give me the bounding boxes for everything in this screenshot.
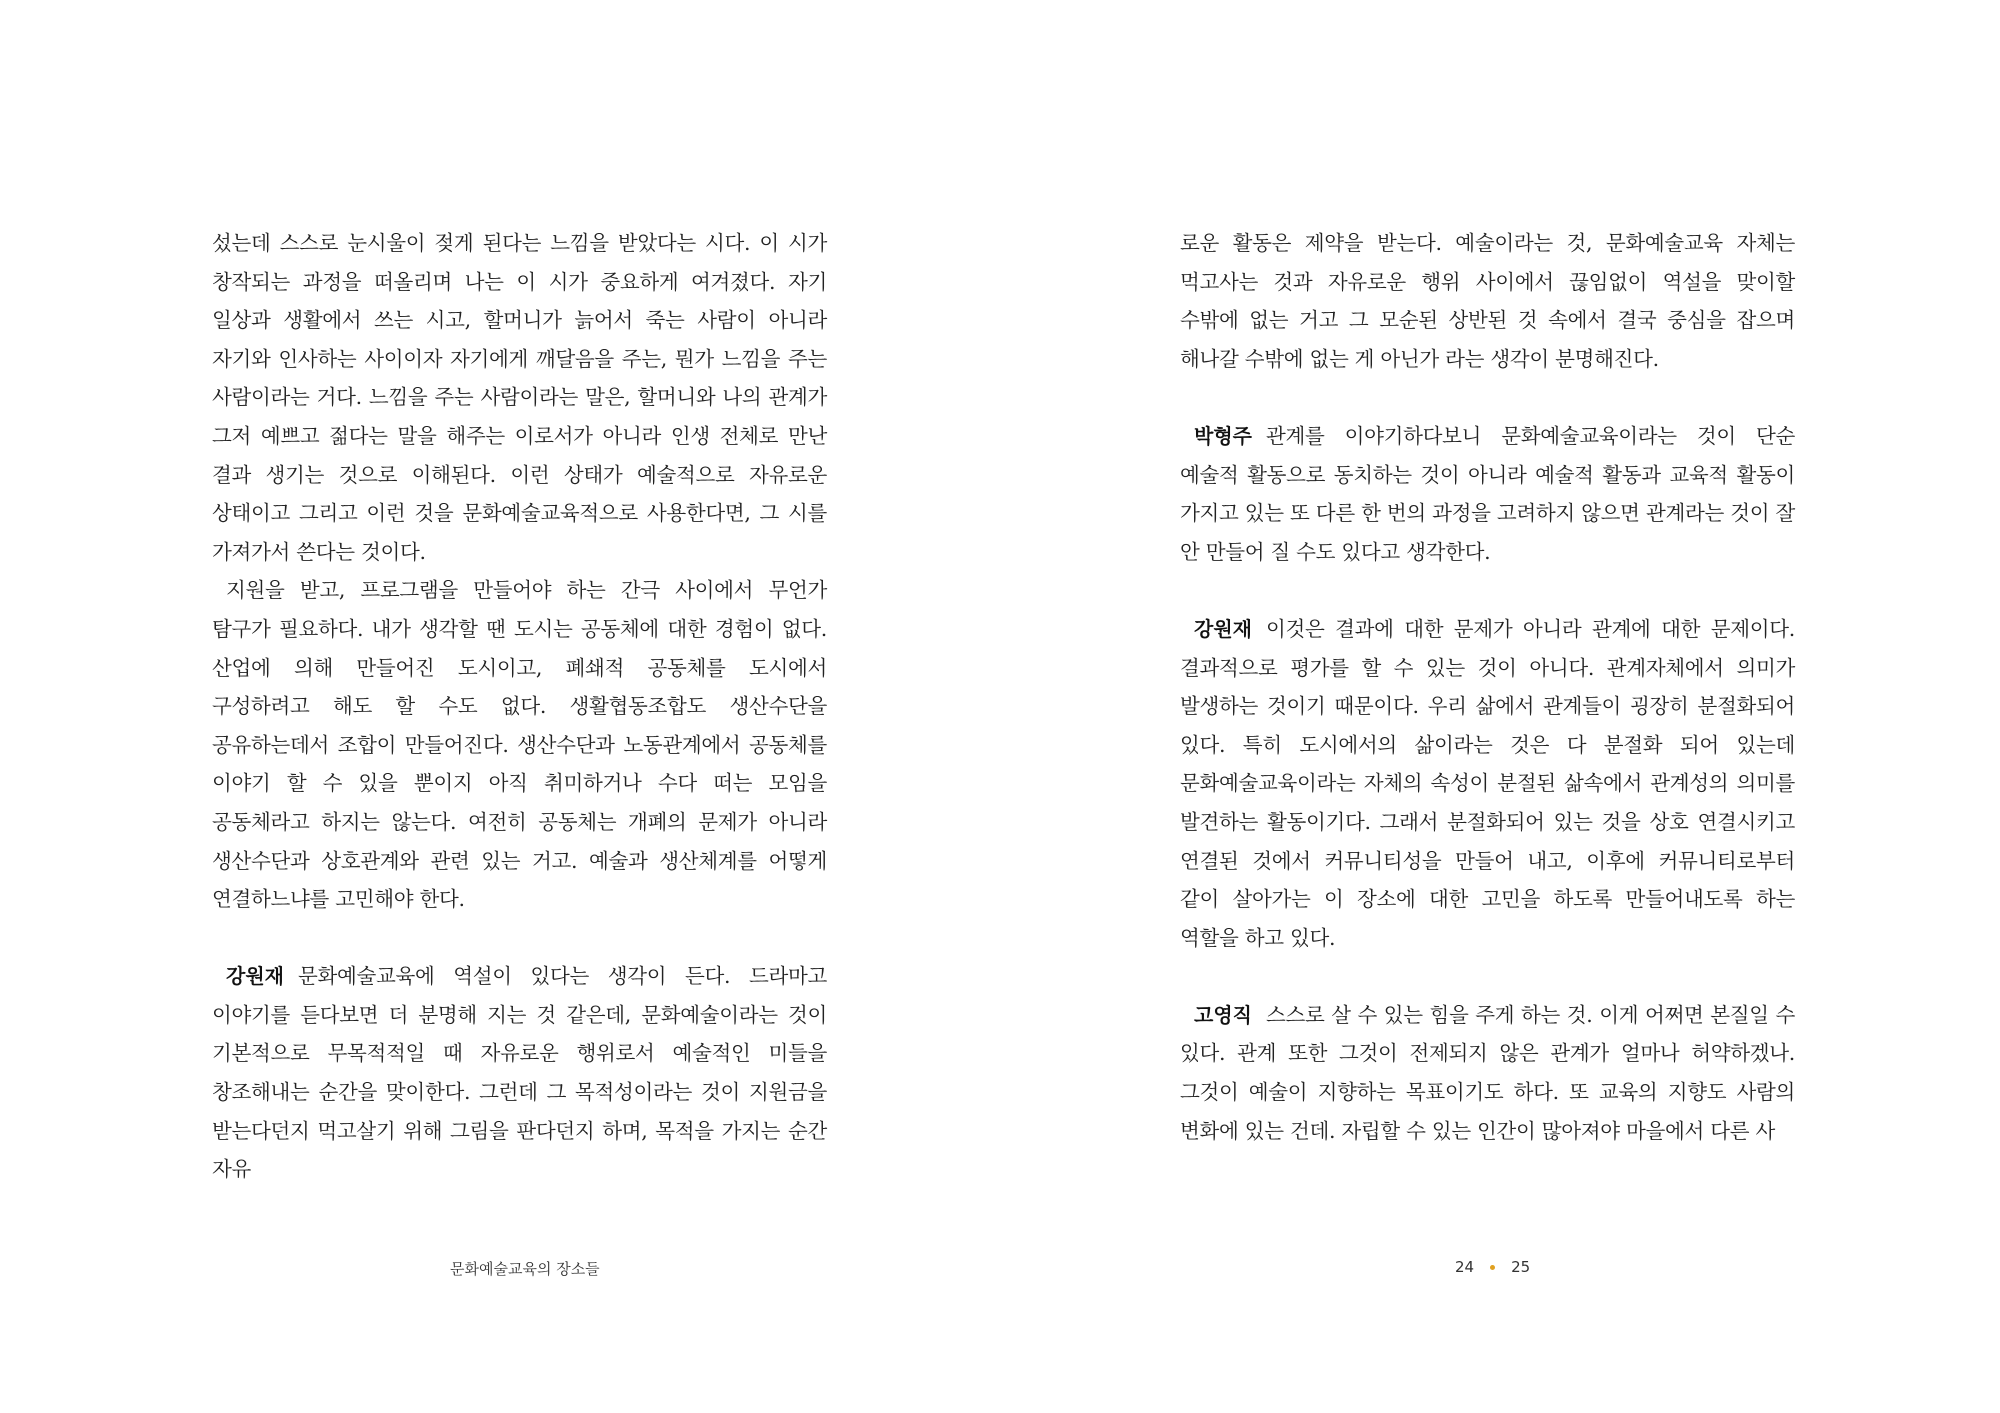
left-page-text — [212, 224, 827, 1189]
paragraph — [212, 571, 827, 918]
speaker-paragraph — [1180, 417, 1795, 571]
page-number-right: 25 — [1511, 1258, 1531, 1276]
page-number-left: 24 — [1455, 1258, 1475, 1276]
paragraph-gap — [1180, 378, 1795, 417]
running-footer-title — [450, 1258, 600, 1279]
paragraph-gap — [1180, 571, 1795, 610]
separator-dot-icon — [1490, 1265, 1495, 1270]
book-title: 문화예술교육의 장소들 — [450, 1260, 600, 1278]
speaker-paragraph — [1180, 996, 1795, 1150]
paragraph-gap — [1180, 957, 1795, 996]
paragraph-gap — [212, 919, 827, 958]
page-numbers — [1455, 1258, 1530, 1276]
paragraph-text: 로운 활동은 제약을 받는다. 예술이라는 것, 문화예술교육 자체는 먹고사는 것과 자유로운 행위 사이에서 끊임없이 역설을 맞이할 수밖에 없는 거고 그 모순된 상반된 것 속에서 결국 중심을 잡으며 해나갈 수밖에 없는 게 아닌가 라는 생각이 분명해진다. — [1180, 231, 1795, 371]
speaker-name: 고영직 — [1194, 1002, 1252, 1027]
paragraph — [212, 224, 827, 571]
paragraph-text: 이것은 결과에 대한 문제가 아니라 관계에 대한 문제이다. 결과적으로 평가를 할 수 있는 것이 아니다. 관계자체에서 의미가 발생하는 것이기 때문이다. 우리 삶에서 관계들이 굉장히 분절화되어 있다. 특히 도시에서의 삶이라는 것은 다 분절화 되어 있는데 문화예술교육이라는 자체의 속성이 분절된 삶속에서 관계성의 의미를 발견하는 활동이기다. 그래서 분절화되어 있는 것을 상호 연결시키고 연결된 것에서 커뮤니티성을 만들어 내고, 이후에 커뮤니티로부터 같이 살아가는 이 장소에 대한 고민을 하도록 만들어내도록 하는 역할을 하고 있다. — [1180, 616, 1795, 950]
paragraph-text: 문화예술교육에 역설이 있다는 생각이 든다. 드라마고 이야기를 듣다보면 더 분명해 지는 것 같은데, 문화예술이라는 것이 기본적으로 무목적적일 때 자유로운 행위로서 예술적인 미들을 창조해내는 순간을 맞이한다. 그런데 그 목적성이라는 것이 지원금을 받는다던지 먹고살기 위해 그림을 판다던지 하며, 목적을 가지는 순간 자유 — [212, 964, 827, 1182]
paragraph-text: 섰는데 스스로 눈시울이 젖게 된다는 느낌을 받았다는 시다. 이 시가 창작되는 과정을 떠올리며 나는 이 시가 중요하게 여겨졌다. 자기 일상과 생활에서 쓰는 시고, 할머니가 늙어서 죽는 사람이 아니라 자기와 인사하는 사이이자 자기에게 깨달음을 주는, 뭔가 느낌을 주는 사람이라는 거다. 느낌을 주는 사람이라는 말은, 할머니와 나의 관계가 그저 예쁘고 젊다는 말을 해주는 이로서가 아니라 인생 전체로 만난 결과 생기는 것으로 이해된다. 이런 상태가 예술적으로 자유로운 상태이고 그리고 이런 것을 문화예술교육적으로 사용한다면, 그 시를 가져가서 쓴다는 것이다. — [212, 231, 827, 564]
paragraph-text: 지원을 받고, 프로그램을 만들어야 하는 간극 사이에서 무언가 탐구가 필요하다. 내가 생각할 땐 도시는 공동체에 대한 경험이 없다. 산업에 의해 만들어진 도시이고, 폐쇄적 공동체를 도시에서 구성하려고 해도 할 수도 없다. 생활협동조합도 생산수단을 공유하는데서 조합이 만들어진다. 생산수단과 노동관계에서 공동체를 이야기 할 수 있을 뿐이지 아직 취미하거나 수다 떠는 모임을 공동체라고 하지는 않는다. 여전히 공동체는 개폐의 문제가 아니라 생산수단과 상호관계와 관련 있는 거고. 예술과 생산체계를 어떻게 연결하느냐를 고민해야 한다. — [212, 578, 827, 912]
speaker-name: 박형주 — [1194, 423, 1252, 448]
paragraph-text: 스스로 살 수 있는 힘을 주게 하는 것. 이게 어쩌면 본질일 수 있다. 관계 또한 그것이 전제되지 않은 관계가 얼마나 허약하겠나. 그것이 예술이 지향하는 목표이기도 하다. 또 교육의 지향도 사람의 변화에 있는 건데. 자립할 수 있는 인간이 많아져야 마을에서 다른 사 — [1180, 1002, 1795, 1143]
speaker-paragraph — [212, 957, 827, 1189]
paragraph-text: 관계를 이야기하다보니 문화예술교육이라는 것이 단순 예술적 활동으로 동치하는 것이 아니라 예술적 활동과 교육적 활동이 가지고 있는 또 다른 한 번의 과정을 고려하지 않으면 관계라는 것이 잘 안 만들어 질 수도 있다고 생각한다. — [1180, 423, 1795, 564]
speaker-name: 강원재 — [226, 964, 284, 989]
speaker-name: 강원재 — [1194, 616, 1252, 641]
right-page-text — [1180, 224, 1795, 1150]
paragraph — [1180, 224, 1795, 378]
speaker-paragraph — [1180, 610, 1795, 957]
